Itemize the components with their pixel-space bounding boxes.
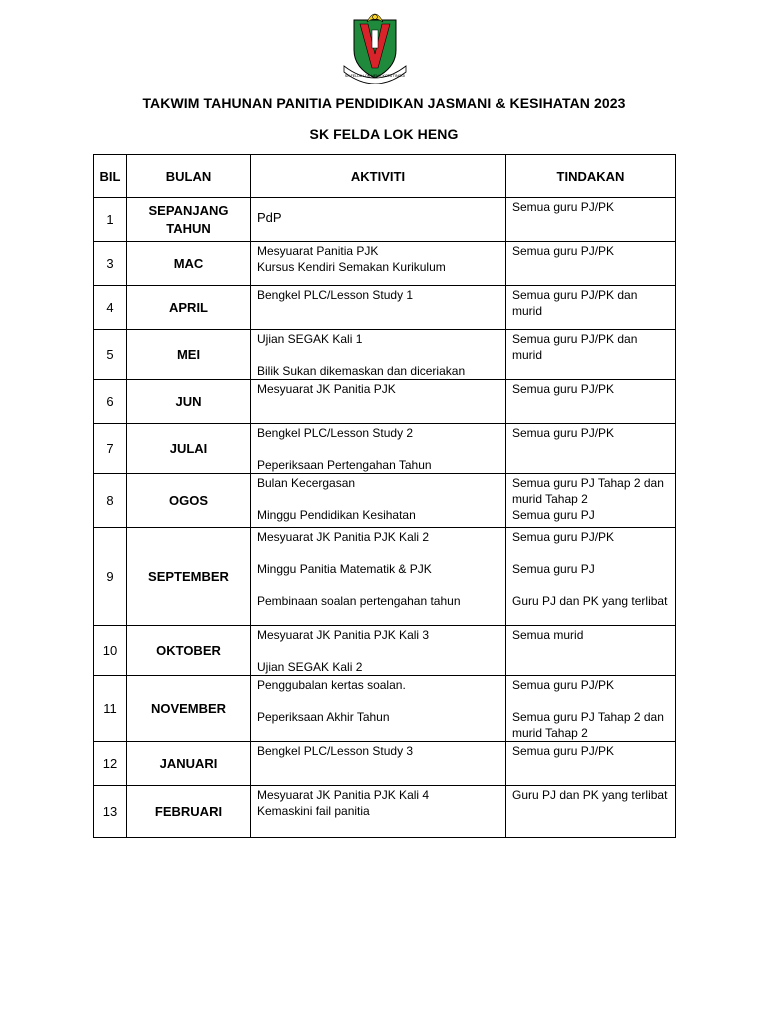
crest-shield bbox=[354, 20, 396, 78]
cell-tindakan bbox=[506, 742, 676, 786]
cell-bil: 3 bbox=[94, 242, 127, 286]
cell-aktiviti-line: Mesyuarat JK Panitia PJK bbox=[257, 382, 396, 396]
cell-aktiviti-line: Kursus Kendiri Semakan Kurikulum bbox=[257, 260, 446, 274]
page-subtitle: SK FELDA LOK HENG bbox=[309, 126, 459, 142]
cell-bil: 12 bbox=[94, 742, 127, 786]
cell-aktiviti-line: Ujian SEGAK Kali 2 bbox=[257, 660, 363, 674]
cell-bulan bbox=[127, 786, 251, 838]
table-header-row bbox=[94, 155, 676, 198]
cell-bulan-line: MAC bbox=[173, 255, 204, 271]
cell-bulan bbox=[127, 742, 251, 786]
cell-aktiviti bbox=[251, 380, 506, 424]
cell-tindakan-line: Semua guru PJ/PK bbox=[512, 382, 615, 396]
cell-bulan-line: OKTOBER bbox=[156, 642, 221, 658]
cell-bil: 1 bbox=[94, 198, 127, 242]
cell-bulan bbox=[127, 676, 251, 742]
cell-aktiviti-line: Minggu Panitia Matematik & PJK bbox=[257, 562, 432, 576]
cell-tindakan-line: Semua guru PJ Tahap 2 dan murid Tahap 2 bbox=[512, 476, 664, 506]
cell-bulan bbox=[127, 424, 251, 474]
cell-tindakan-line: Semua murid bbox=[512, 628, 584, 642]
cell-bulan bbox=[127, 474, 251, 528]
cell-tindakan bbox=[506, 424, 676, 474]
cell-bulan bbox=[127, 528, 251, 626]
cell-tindakan-line: Semua guru PJ/PK bbox=[512, 426, 615, 440]
cell-aktiviti bbox=[251, 330, 506, 380]
cell-aktiviti-line bbox=[257, 577, 499, 593]
cell-bulan bbox=[127, 626, 251, 676]
cell-tindakan-line: Semua guru PJ/PK bbox=[512, 678, 615, 692]
cell-aktiviti bbox=[251, 474, 506, 528]
cell-aktiviti-line: Bengkel PLC/Lesson Study 1 bbox=[257, 288, 414, 302]
cell-aktiviti-line bbox=[257, 347, 499, 363]
cell-aktiviti bbox=[251, 786, 506, 838]
cell-bil: 6 bbox=[94, 380, 127, 424]
cell-aktiviti-line bbox=[257, 545, 499, 561]
cell-tindakan bbox=[506, 380, 676, 424]
cell-tindakan-line: Semua guru PJ/PK bbox=[512, 244, 615, 258]
cell-aktiviti-line: Bilik Sukan dikemaskan dan diceriakan bbox=[257, 364, 466, 378]
cell-bil: 7 bbox=[94, 424, 127, 474]
cell-tindakan-line bbox=[512, 577, 669, 593]
cell-bulan-line: JULAI bbox=[169, 440, 208, 456]
cell-tindakan bbox=[506, 474, 676, 528]
cell-bulan bbox=[127, 198, 251, 242]
cell-aktiviti-line bbox=[257, 693, 499, 709]
cell-tindakan-line: Semua guru PJ bbox=[512, 508, 595, 522]
cell-tindakan-line: Semua guru PJ/PK bbox=[512, 530, 615, 544]
cell-aktiviti bbox=[251, 676, 506, 742]
calendar-table bbox=[93, 154, 676, 838]
table-row bbox=[94, 676, 676, 742]
header-bil: BIL bbox=[94, 155, 127, 198]
cell-bil: 10 bbox=[94, 626, 127, 676]
cell-bulan-line: NOVEMBER bbox=[150, 700, 227, 716]
table-row bbox=[94, 242, 676, 286]
cell-aktiviti-line: Ujian SEGAK Kali 1 bbox=[257, 332, 363, 346]
cell-aktiviti bbox=[251, 242, 506, 286]
cell-aktiviti-line: Mesyuarat JK Panitia PJK Kali 3 bbox=[257, 628, 430, 642]
cell-aktiviti-line: Pembinaan soalan pertengahan tahun bbox=[257, 594, 461, 608]
cell-aktiviti bbox=[251, 742, 506, 786]
cell-bil: 9 bbox=[94, 528, 127, 626]
cell-tindakan bbox=[506, 242, 676, 286]
cell-bulan-line: JUN bbox=[175, 393, 202, 409]
cell-tindakan-line: Semua guru PJ/PK bbox=[512, 200, 615, 214]
table-row bbox=[94, 380, 676, 424]
cell-aktiviti bbox=[251, 424, 506, 474]
cell-bulan-line: JANUARI bbox=[159, 755, 218, 771]
table-body bbox=[94, 198, 676, 838]
cell-aktiviti-line: PdP bbox=[257, 210, 282, 225]
cell-bil: 8 bbox=[94, 474, 127, 528]
cell-tindakan-line: Semua guru PJ Tahap 2 dan murid Tahap 2 bbox=[512, 710, 664, 740]
cell-bil: 13 bbox=[94, 786, 127, 838]
table-row bbox=[94, 474, 676, 528]
cell-aktiviti-line: Peperiksaan Akhir Tahun bbox=[257, 710, 390, 724]
cell-aktiviti-line: Mesyuarat JK Panitia PJK Kali 4 bbox=[257, 788, 430, 802]
table-row bbox=[94, 286, 676, 330]
cell-aktiviti-line bbox=[257, 643, 499, 659]
table-row bbox=[94, 528, 676, 626]
crest-ornament-dot bbox=[373, 15, 378, 20]
cell-bulan-line: SEPTEMBER bbox=[148, 568, 229, 584]
cell-bulan-line: TAHUN bbox=[166, 220, 211, 236]
cell-aktiviti-line: Kemaskini fail panitia bbox=[257, 804, 370, 818]
table-row bbox=[94, 626, 676, 676]
cell-tindakan-line: Semua guru PJ/PK bbox=[512, 744, 615, 758]
cell-tindakan-line: Guru PJ dan PK yang terlibat bbox=[512, 594, 668, 608]
header-bulan: BULAN bbox=[127, 155, 251, 198]
table-row bbox=[94, 786, 676, 838]
cell-aktiviti-line: Minggu Pendidikan Kesihatan bbox=[257, 508, 416, 522]
cell-tindakan-line: Guru PJ dan PK yang terlibat bbox=[512, 788, 668, 802]
header-aktiviti: AKTIVITI bbox=[251, 155, 506, 198]
cell-tindakan-line: Semua guru PJ/PK dan murid bbox=[512, 288, 638, 318]
cell-tindakan-line: Semua guru PJ bbox=[512, 562, 595, 576]
cell-tindakan bbox=[506, 198, 676, 242]
cell-bil: 5 bbox=[94, 330, 127, 380]
cell-bulan bbox=[127, 330, 251, 380]
cell-aktiviti bbox=[251, 528, 506, 626]
cell-aktiviti bbox=[251, 286, 506, 330]
header-tindakan: TINDAKAN bbox=[506, 155, 676, 198]
cell-tindakan bbox=[506, 676, 676, 742]
table-row bbox=[94, 198, 676, 242]
cell-tindakan-line bbox=[512, 545, 669, 561]
cell-bil: 11 bbox=[94, 676, 127, 742]
cell-bulan-line: SEPANJANG bbox=[148, 202, 229, 218]
cell-aktiviti-line: Bengkel PLC/Lesson Study 2 bbox=[257, 426, 414, 440]
cell-bulan-line: MEI bbox=[176, 346, 201, 362]
crest-ribbon-text: SK FELDA LOK HENG KOTA TINGGI bbox=[344, 74, 406, 78]
cell-bulan bbox=[127, 286, 251, 330]
cell-bulan-line: APRIL bbox=[169, 299, 208, 315]
cell-tindakan bbox=[506, 626, 676, 676]
cell-aktiviti bbox=[251, 198, 506, 242]
cell-tindakan bbox=[506, 286, 676, 330]
cell-aktiviti-line: Bulan Kecergasan bbox=[257, 476, 356, 490]
cell-tindakan-line: Semua guru PJ/PK dan murid bbox=[512, 332, 638, 362]
cell-aktiviti-line: Mesyuarat Panitia PJK bbox=[257, 244, 379, 258]
cell-bulan-line: FEBRUARI bbox=[154, 803, 223, 819]
cell-bulan bbox=[127, 242, 251, 286]
cell-aktiviti-line: Bengkel PLC/Lesson Study 3 bbox=[257, 744, 414, 758]
cell-tindakan bbox=[506, 528, 676, 626]
cell-aktiviti-line: Mesyuarat JK Panitia PJK Kali 2 bbox=[257, 530, 430, 544]
cell-aktiviti-line: Peperiksaan Pertengahan Tahun bbox=[257, 458, 432, 472]
crest-center bbox=[372, 30, 378, 48]
cell-bulan-line: OGOS bbox=[168, 492, 208, 508]
cell-tindakan bbox=[506, 786, 676, 838]
table-row bbox=[94, 742, 676, 786]
cell-tindakan-line bbox=[512, 693, 669, 709]
cell-aktiviti bbox=[251, 626, 506, 676]
table-row bbox=[94, 330, 676, 380]
school-crest-logo bbox=[340, 8, 410, 84]
cell-bil: 4 bbox=[94, 286, 127, 330]
table-row bbox=[94, 424, 676, 474]
cell-aktiviti-line bbox=[257, 441, 499, 457]
cell-tindakan bbox=[506, 330, 676, 380]
cell-aktiviti-line: Penggubalan kertas soalan. bbox=[257, 678, 406, 692]
cell-aktiviti-line bbox=[257, 491, 499, 507]
cell-bulan bbox=[127, 380, 251, 424]
page-title: TAKWIM TAHUNAN PANITIA PENDIDIKAN JASMANI & KESIHATAN 2023 bbox=[142, 95, 626, 111]
